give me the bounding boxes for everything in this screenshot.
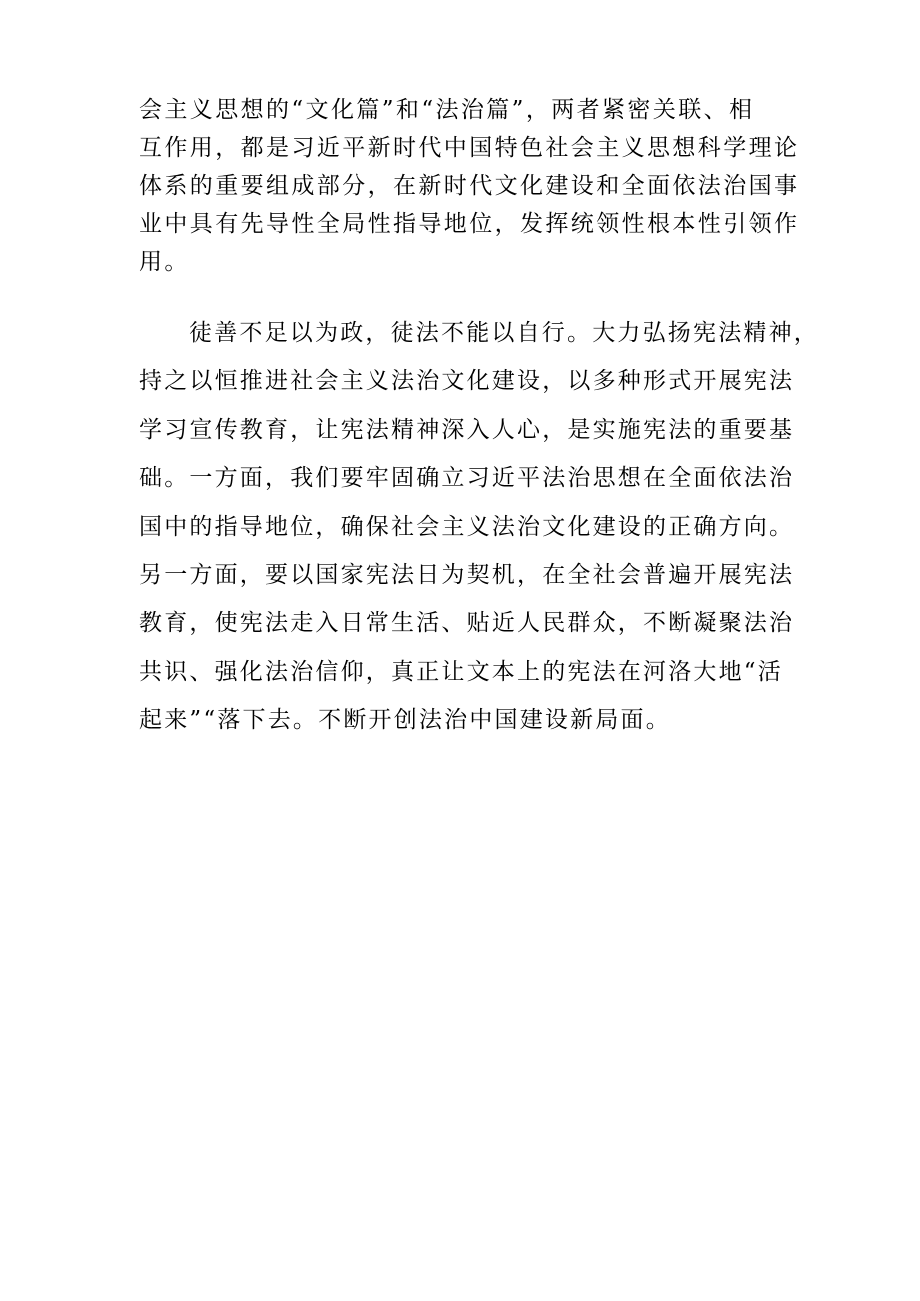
paragraph-1-line-4: 业中具有先导性全局性指导地位，发挥统领性根本性引领作 [139, 211, 800, 237]
paragraph-2-line-1: 徒善不足以为政，徒法不能以自行。大力弘扬宪法精神， [189, 320, 819, 346]
paragraph-2-line-8: 共识、强化法治信仰，真正让文本上的宪法在河洛大地“活 [139, 658, 783, 685]
paragraph-2-line-4: 础。一方面，我们要牢固确立习近平法治思想在全面依法治 [139, 465, 795, 492]
paragraph-2 [139, 320, 819, 758]
paragraph-1 [139, 97, 800, 289]
paragraph-1-line-2: 互作用，都是习近平新时代中国特色社会主义思想科学理论 [139, 135, 800, 161]
paragraph-2-line-7: 教育，使宪法走入日常生活、贴近人民群众，不断凝聚法治 [139, 610, 795, 637]
paragraph-2-line-2: 持之以恒推进社会主义法治文化建设，以多种形式开展宪法 [139, 368, 795, 395]
paragraph-2-line-9: 起来”“落下去。不断开创法治中国建设新局面。 [139, 707, 671, 734]
paragraph-1-line-5: 用。 [139, 249, 190, 275]
paragraph-2-line-5: 国中的指导地位，确保社会主义法治文化建设的正确方向。 [139, 513, 795, 540]
paragraph-2-line-6: 另一方面，要以国家宪法日为契机，在全社会普遍开展宪法 [139, 561, 795, 588]
paragraph-1-line-3: 体系的重要组成部分，在新时代文化建设和全面依法治国事 [139, 173, 800, 199]
paragraph-2-line-3: 学习宣传教育，让宪法精神深入人心，是实施宪法的重要基 [139, 416, 795, 443]
paragraph-1-line-1: 会主义思想的“文化篇”和“法治篇”，两者紧密关联、相 [139, 97, 755, 123]
